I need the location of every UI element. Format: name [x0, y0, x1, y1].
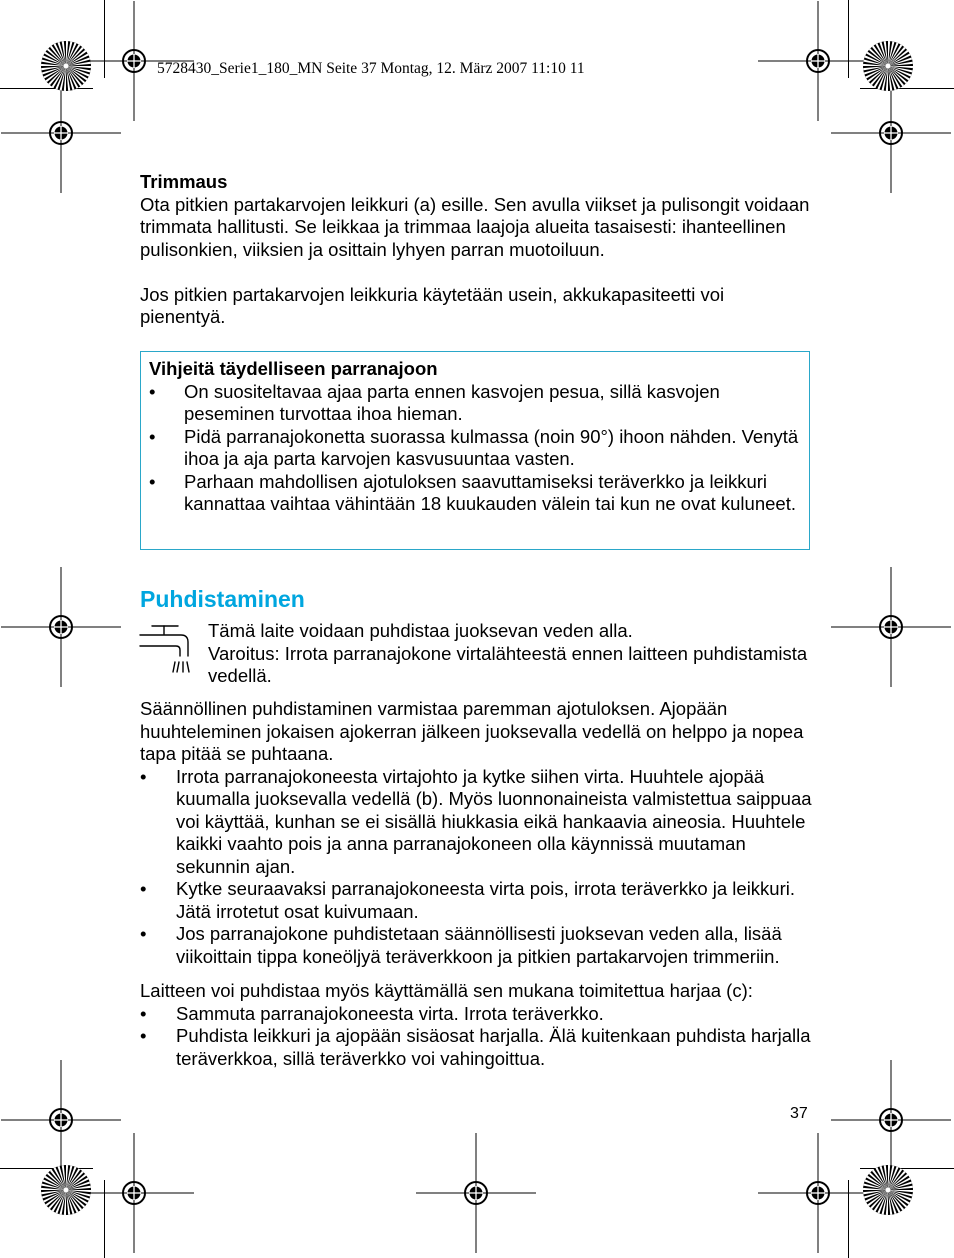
list-item [140, 1003, 812, 1026]
trim-paragraph-2: Jos pitkien partakarvojen leikkuria käytetään usein, akkukapasiteetti voi pienentyä. [140, 283, 725, 327]
tip-text: Pidä parranajokonetta suorassa kulmassa (noin 90°) ihoon nähden. Venytä ihoa ja aja parta karvojen kasvusuuntaa vasten. [184, 425, 799, 469]
print-slug: 5728430_Serie1_180_MN Seite 37 Montag, 12. März 2007 11:10 11 [157, 60, 585, 77]
trim-paragraph-1: Ota pitkien partakarvojen leikkuri (a) esille. Sen avulla viikset ja pulisongit voidaan trimmata hallitusti. Se leikkaa ja trimmaa laajoja alueita tasaisesti: ihanteellinen pulisonkien, viiksien ja osittain lyhyen parran muotoiluun. [140, 193, 810, 260]
section-heading: Puhdistaminen [140, 586, 305, 612]
tip-text: Parhaan mahdollisen ajotuloksen saavuttamiseksi teräverkko ja leikkuri kannattaa vaihtaa vähintään 18 kuukauden välein tai kun ne ovat kuluneet. [184, 470, 796, 514]
cleaning-body [140, 698, 812, 1070]
bullet: • [149, 425, 156, 447]
tip-text: On suositeltavaa ajaa parta ennen kasvojen pesua, sillä kasvojen peseminen turvottaa ihoa hieman. [184, 380, 720, 424]
cleaning-intro: Säännöllinen puhdistaminen varmistaa paremman ajotuloksen. Ajopään huuhteleminen jokaisen ajokerran jälkeen juoksevalla vedellä on helppo ja nopea tapa pitää se puhtaana. [140, 698, 804, 764]
running-water-tap-icon [140, 622, 192, 676]
bullet: • [149, 470, 156, 492]
cleaning-step: Kytke seuraavaksi parranajokoneesta virta pois, irrota teräverkko ja leikkuri. Jätä irrotetut osat kuivumaan. [176, 878, 796, 922]
list-item [149, 381, 799, 426]
list-item [140, 1025, 812, 1070]
list-item [149, 426, 799, 471]
water-note-line-1: Tämä laite voidaan puhdistaa juoksevan veden alla. [208, 620, 633, 641]
water-note [208, 620, 812, 688]
bullet: • [140, 878, 147, 899]
list-item [140, 878, 812, 923]
water-note-line-2: Varoitus: Irrota parranajokone virtalähteestä ennen laitteen puhdistamista vedellä. [208, 642, 808, 686]
brush-step: Sammuta parranajokoneesta virta. Irrota teräverkko. [176, 1002, 604, 1024]
tips-box [140, 351, 810, 550]
bullet: • [140, 765, 147, 787]
list-item [140, 923, 812, 968]
cleaning-step: Irrota parranajokoneesta virtajohto ja kytke siihen virta. Huuhtele ajopää kuumalla juoksevalla vedellä (b). Myös luonnonaineista valmistettua saippuaa voi käyttää, kunhan se ei sisällä hiukkasia eikä hankaavia aineosia. Huuhtele kaikki vaahto pois ja anna parranajokoneen olla käynnissä muutaman sekunnin ajan. [176, 765, 812, 877]
tips-title: Vihjeitä täydelliseen parranajoon [149, 358, 438, 379]
bullet: • [149, 380, 156, 402]
brush-intro: Laitteen voi puhdistaa myös käyttämällä sen mukana toimitettua harjaa (c): [140, 980, 753, 1001]
list-item [140, 766, 812, 879]
page-number: 37 [790, 1105, 808, 1122]
trim-title: Trimmaus [140, 171, 228, 192]
trim-section [140, 171, 812, 329]
bullet: • [140, 1002, 147, 1024]
list-item [149, 471, 799, 516]
bullet: • [140, 1025, 147, 1046]
bullet: • [140, 923, 147, 944]
cleaning-step: Jos parranajokone puhdistetaan säännöllisesti juoksevan veden alla, lisää viikoittain tippa koneöljyä teräverkkoon ja pitkien partakarvojen trimmeriin. [176, 923, 782, 967]
brush-step: Puhdista leikkuri ja ajopään sisäosat harjalla. Älä kuitenkaan puhdista harjalla teräverkkoa, sillä teräverkko voi vahingoittua. [176, 1025, 811, 1069]
